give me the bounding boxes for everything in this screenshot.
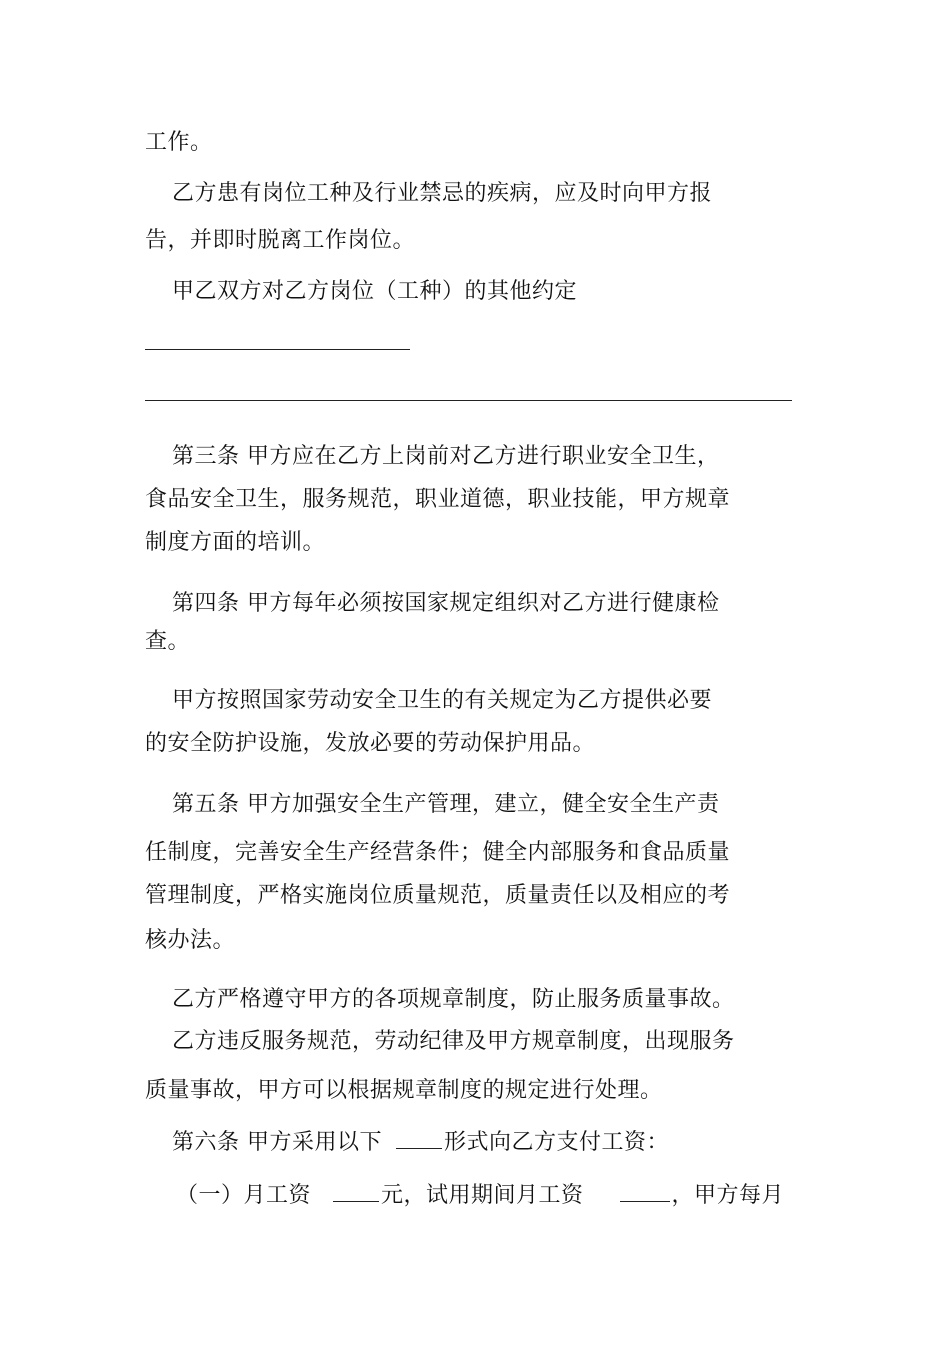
text-line: 乙方违反服务规范，劳动纪律及甲方规章制度，出现服务 bbox=[172, 1029, 735, 1054]
text-line: 乙方严格遵守甲方的各项规章制度，防止服务质量事故。 bbox=[172, 987, 735, 1012]
text-line: 制度方面的培训。 bbox=[145, 530, 326, 555]
probation-wage-blank bbox=[620, 1181, 670, 1202]
text-line: 工作。 bbox=[145, 130, 213, 155]
text-line: 甲方按照国家劳动安全卫生的有关规定为乙方提供必要 bbox=[172, 688, 713, 713]
text-line: 告，并即时脱离工作岗位。 bbox=[145, 228, 416, 253]
payment-form-blank bbox=[396, 1128, 442, 1149]
article-4-line: 第四条 甲方每年必须按国家规定组织对乙方进行健康检 bbox=[172, 591, 720, 616]
text-line: 食品安全卫生，服务规范，职业道德，职业技能，甲方规章 bbox=[145, 487, 731, 512]
text-line: 管理制度，严格实施岗位质量规范，质量责任以及相应的考 bbox=[145, 883, 731, 908]
text-line: 核办法。 bbox=[145, 928, 236, 953]
article-6-text-start: 第六条 甲方采用以下 bbox=[172, 1130, 382, 1155]
text-line: 任制度，完善安全生产经营条件；健全内部服务和食品质量 bbox=[145, 840, 731, 865]
article-5-line: 第五条 甲方加强安全生产管理，建立，健全安全生产责 bbox=[172, 792, 720, 817]
monthly-wage-text-end: ，甲方每月 bbox=[671, 1183, 785, 1208]
article-6-text-end: 形式向乙方支付工资： bbox=[444, 1130, 670, 1155]
probation-wage-label: 元，试用期间月工资 bbox=[381, 1183, 584, 1208]
monthly-wage-line bbox=[176, 1181, 784, 1209]
article-6-line bbox=[172, 1128, 669, 1156]
text-line: 查。 bbox=[145, 629, 191, 654]
text-line: 质量事故，甲方可以根据规章制度的规定进行处理。 bbox=[145, 1078, 663, 1103]
fill-in-blank-line bbox=[145, 400, 792, 401]
text-line: 的安全防护设施，发放必要的劳动保护用品。 bbox=[145, 731, 596, 756]
text-line: 甲乙双方对乙方岗位（工种）的其他约定 bbox=[172, 279, 578, 304]
article-3-line: 第三条 甲方应在乙方上岗前对乙方进行职业安全卫生， bbox=[172, 444, 720, 469]
text-line: 乙方患有岗位工种及行业禁忌的疾病，应及时向甲方报 bbox=[172, 181, 713, 206]
monthly-wage-label: （一）月工资 bbox=[176, 1183, 312, 1208]
fill-in-blank-line bbox=[145, 349, 410, 350]
monthly-wage-blank bbox=[333, 1181, 379, 1202]
